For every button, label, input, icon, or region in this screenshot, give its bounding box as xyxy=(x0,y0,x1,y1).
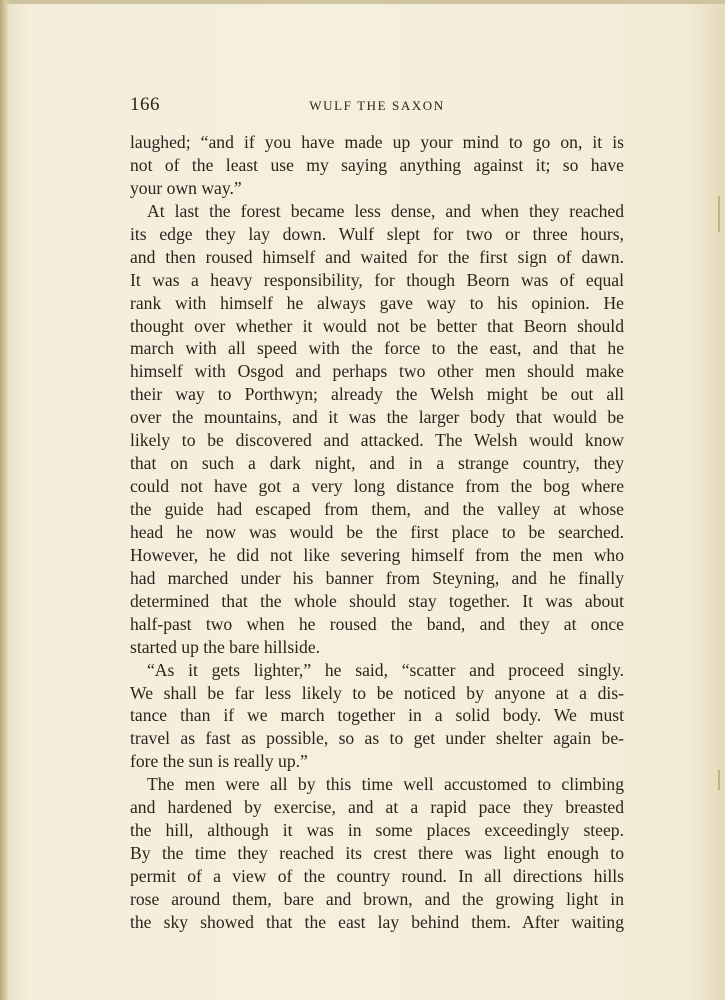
text-line: However, he did not like severing himself from the men who xyxy=(130,544,624,565)
text-line: laughed; “and if you have made up your mind to go on, it is xyxy=(130,132,624,152)
text-line: their way to Porthwyn; already the Welsh might be out all xyxy=(130,384,624,405)
body-text xyxy=(130,131,624,934)
text-line: We shall be far less likely to be noticed by anyone at a dis- xyxy=(130,682,624,703)
text-line: had marched under his banner from Steyning, and he finally xyxy=(130,567,624,588)
text-line: your own way.” xyxy=(130,177,242,198)
text-line: started up the bare hillside. xyxy=(130,636,321,657)
text-line: The men were all by this time well accustomed to climbing xyxy=(147,774,624,795)
text-line: permit of a view of the country round. In all directions hills xyxy=(130,866,624,886)
text-line: not of the least use my saying anything against it; so have xyxy=(130,154,624,175)
text-line: over the mountains, and it was the larger body that would be xyxy=(130,407,624,428)
text-line: “As it gets lighter,” he said, “scatter and proceed singly. xyxy=(147,659,624,680)
text-line: At last the forest became less dense, and when they reached xyxy=(147,200,624,221)
running-title: WULF THE SAXON xyxy=(309,98,445,113)
text-line: the guide had escaped from them, and the valley at whose xyxy=(130,499,624,519)
text-line: the sky showed that the east lay behind them. After waiting xyxy=(130,911,624,932)
text-line: fore the sun is really up.” xyxy=(130,751,308,772)
text-line: travel as fast as possible, so as to get under shelter again be- xyxy=(130,728,624,749)
text-line: the hill, although it was in some places exceedingly steep. xyxy=(130,820,624,841)
text-line: head he now was would be the first place to be searched. xyxy=(130,521,624,542)
text-line: thought over whether it would not be better that Beorn should xyxy=(130,315,624,336)
text-line: march with all speed with the force to the east, and that he xyxy=(130,338,624,359)
text-line: likely to be discovered and attacked. The Welsh would know xyxy=(130,430,624,451)
text-line: half-past two when he roused the band, and they at once xyxy=(130,613,624,634)
text-line: could not have got a very long distance from the bog where xyxy=(130,476,624,497)
running-head xyxy=(130,94,624,116)
text-line: rank with himself he always gave way to his opinion. He xyxy=(130,292,624,313)
text-line: It was a heavy responsibility, for though Beorn was of equal xyxy=(130,269,624,290)
margin-mark-lower xyxy=(718,770,720,790)
text-line: its edge they lay down. Wulf slept for two or three hours, xyxy=(130,223,624,244)
text-line: tance than if we march together in a solid body. We must xyxy=(130,705,624,726)
text-line: rose around them, bare and brown, and the growing light in xyxy=(130,888,624,909)
page-top-edge xyxy=(0,0,725,4)
text-line: By the time they reached its crest there was light enough to xyxy=(130,843,624,864)
margin-mark-upper xyxy=(718,196,720,232)
page-binding-edge xyxy=(0,0,9,1000)
page-number: 166 xyxy=(130,94,160,115)
text-line: himself with Osgod and perhaps two other men should make xyxy=(130,361,624,382)
text-line: determined that the whole should stay together. It was about xyxy=(130,590,624,611)
text-line: that on such a dark night, and in a strange country, they xyxy=(130,453,624,474)
text-line: and hardened by exercise, and at a rapid pace they breasted xyxy=(130,797,624,818)
text-line: and then roused himself and waited for the first sign of dawn. xyxy=(130,246,624,267)
